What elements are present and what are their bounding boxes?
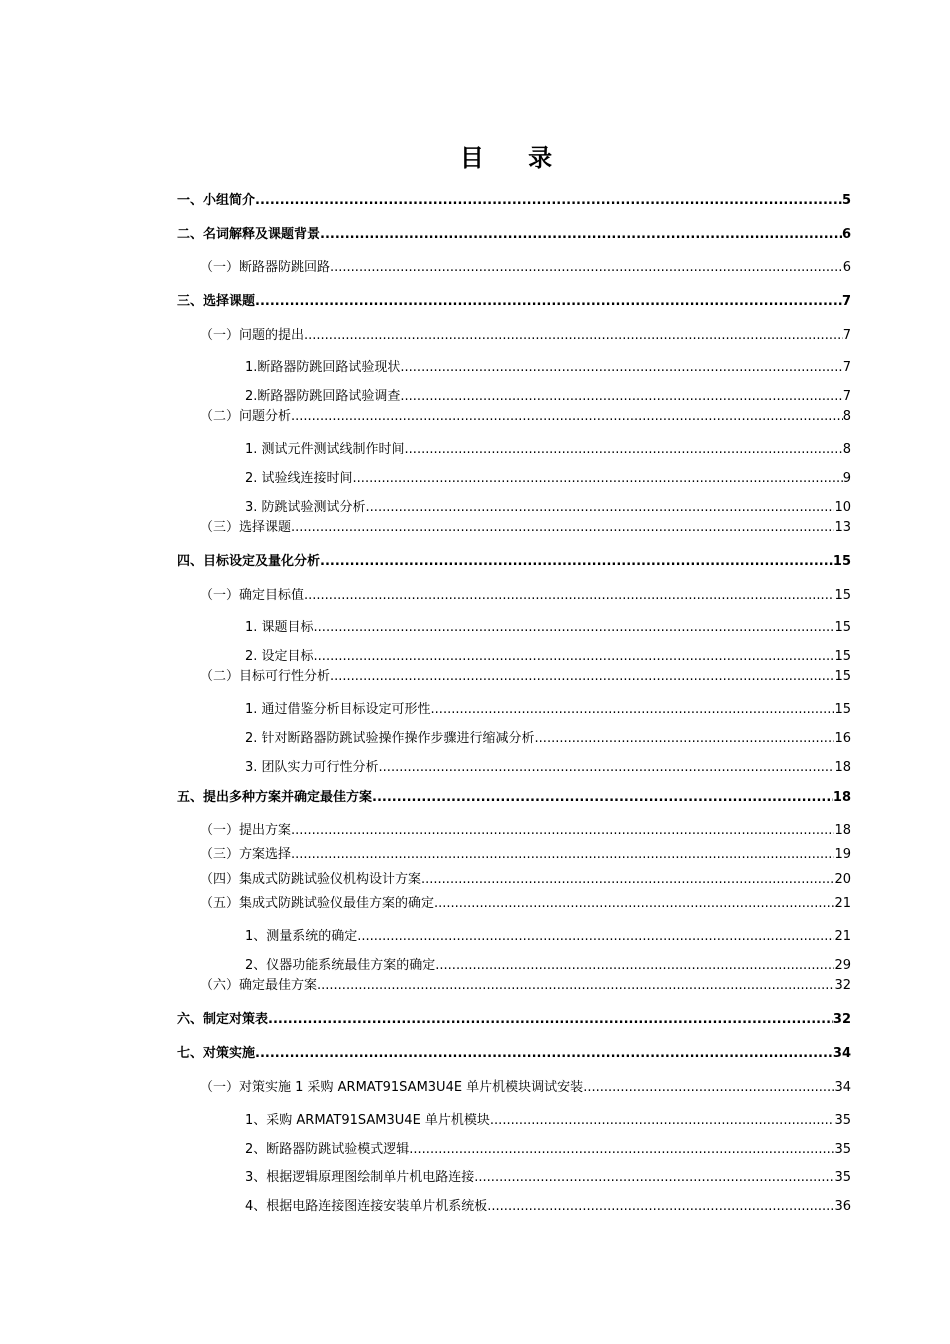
- toc-page-number: 34: [832, 1046, 851, 1061]
- toc-entry-text: 2. 针对断路器防跳试验操作操作步骤进行缩减分析: [245, 731, 535, 746]
- toc-entry-text: 1. 课题目标: [245, 620, 314, 635]
- toc-entry[interactable]: [245, 928, 851, 946]
- toc-entry[interactable]: [245, 701, 851, 719]
- toc-page-number: 20: [834, 872, 851, 887]
- toc-entry-text: 2. 试验线连接时间: [245, 471, 353, 486]
- dot-leader: [490, 1112, 835, 1130]
- toc-entry-text: 七、对策实施: [177, 1046, 256, 1061]
- dot-leader: [314, 619, 835, 637]
- toc-page-number: 32: [832, 1012, 851, 1027]
- toc-entry-text: （三）方案选择: [200, 847, 292, 862]
- toc-entry[interactable]: [200, 408, 851, 426]
- dot-leader: [255, 192, 842, 210]
- toc-page-number: 7: [842, 360, 851, 375]
- toc-page-number: 18: [832, 790, 851, 805]
- toc-entry[interactable]: [177, 226, 851, 244]
- toc-entry-text: （一）确定目标值: [200, 588, 305, 603]
- toc-entry[interactable]: [177, 1045, 851, 1063]
- dot-leader: [400, 388, 842, 406]
- toc-entry-text: （二）目标可行性分析: [200, 669, 331, 684]
- toc-entry[interactable]: [200, 668, 851, 686]
- toc-entry-text: 4、根据电路连接图连接安装单片机系统板: [245, 1199, 488, 1214]
- toc-entry[interactable]: [200, 259, 851, 277]
- toc-entry[interactable]: [245, 1169, 851, 1187]
- toc-entry[interactable]: [200, 519, 851, 537]
- dot-leader: [405, 441, 843, 459]
- dot-leader: [474, 1169, 834, 1187]
- dot-leader: [320, 553, 833, 571]
- toc-entry[interactable]: [245, 730, 851, 748]
- toc-entry-text: （四）集成式防跳试验仪机构设计方案: [200, 872, 422, 887]
- toc-entry-text: 1、采购 ARMAT91SAM3U4E 单片机模块: [245, 1113, 490, 1128]
- dot-leader: [304, 327, 843, 345]
- toc-entry[interactable]: [200, 871, 851, 889]
- dot-leader: [268, 1011, 833, 1029]
- toc-entry-text: 2. 设定目标: [245, 649, 314, 664]
- dot-leader: [366, 499, 835, 517]
- toc-entry-text: （二）问题分析: [200, 409, 292, 424]
- toc-page-number: 19: [834, 847, 851, 862]
- toc-page-number: 15: [832, 554, 851, 569]
- toc-page-number: 29: [834, 958, 851, 973]
- toc-page-number: 35: [834, 1113, 851, 1128]
- toc-entry-text: （一）提出方案: [200, 823, 292, 838]
- toc-page-number: 5: [841, 193, 851, 208]
- toc-page-number: 13: [834, 520, 851, 535]
- toc-page-number: 34: [834, 1080, 851, 1095]
- toc-page-number: 15: [834, 669, 851, 684]
- toc-entry[interactable]: [245, 1141, 851, 1159]
- toc-entry-text: （三）选择课题: [200, 520, 292, 535]
- dot-leader: [291, 846, 834, 864]
- toc-page-number: 36: [834, 1199, 851, 1214]
- toc-entry[interactable]: [177, 293, 851, 311]
- dot-leader: [357, 928, 834, 946]
- toc-entry[interactable]: [245, 388, 851, 406]
- toc-entry-text: 1、测量系统的确定: [245, 929, 358, 944]
- dot-leader: [291, 822, 834, 840]
- toc-page-number: 8: [842, 409, 851, 424]
- toc-entry-text: 1. 测试元件测试线制作时间: [245, 442, 405, 457]
- toc-entry-text: （一）断路器防跳回路: [200, 260, 331, 275]
- toc-entry-text: 1.断路器防跳回路试验现状: [245, 360, 401, 375]
- dot-leader: [353, 470, 843, 488]
- toc-entry[interactable]: [245, 1198, 851, 1216]
- dot-leader: [583, 1079, 834, 1097]
- toc-entry-text: 一、小组简介: [177, 193, 256, 208]
- toc-entry[interactable]: [177, 553, 851, 571]
- toc-page-number: 15: [834, 588, 851, 603]
- toc-entry[interactable]: [200, 895, 851, 913]
- toc-entry-text: （五）集成式防跳试验仪最佳方案的确定: [200, 896, 435, 911]
- dot-leader: [487, 1198, 834, 1216]
- toc-page-number: 6: [841, 227, 851, 242]
- toc-entry-text: 2、断路器防跳试验模式逻辑: [245, 1142, 410, 1157]
- toc-page-number: 8: [842, 442, 851, 457]
- toc-entry[interactable]: [245, 619, 851, 637]
- dot-leader: [314, 648, 835, 666]
- toc-entry[interactable]: [245, 1112, 851, 1130]
- dot-leader: [255, 1045, 833, 1063]
- dot-leader: [535, 730, 835, 748]
- toc-page-number: 35: [834, 1170, 851, 1185]
- toc-entry-text: 3. 防跳试验测试分析: [245, 500, 366, 515]
- toc-entry-text: 1. 通过借鉴分析目标设定可形性: [245, 702, 431, 717]
- toc-entry[interactable]: [200, 1079, 851, 1097]
- toc-entry[interactable]: [245, 441, 851, 459]
- toc-page-number: 32: [834, 978, 851, 993]
- toc-entry-text: 二、名词解释及课题背景: [177, 227, 321, 242]
- toc-entry[interactable]: [200, 327, 851, 345]
- toc-page-number: 21: [834, 896, 851, 911]
- toc-entry-text: 2.断路器防跳回路试验调查: [245, 389, 401, 404]
- toc-page-number: 6: [842, 260, 851, 275]
- toc-page-number: 21: [834, 929, 851, 944]
- toc-page-number: 9: [842, 471, 851, 486]
- dot-leader: [421, 871, 834, 889]
- dot-leader: [255, 293, 842, 311]
- toc-entry-text: 五、提出多种方案并确定最佳方案: [177, 790, 373, 805]
- toc-entry[interactable]: [177, 1011, 851, 1029]
- dot-leader: [317, 977, 834, 995]
- toc-page-number: 7: [841, 294, 851, 309]
- toc-entry-text: 2、仪器功能系统最佳方案的确定: [245, 958, 436, 973]
- toc-page-number: 18: [834, 760, 851, 775]
- toc-entry-text: 三、选择课题: [177, 294, 256, 309]
- toc-page-number: 7: [842, 389, 851, 404]
- toc-entry[interactable]: [245, 359, 851, 377]
- dot-leader: [400, 359, 842, 377]
- dot-leader: [291, 408, 843, 426]
- toc-entry[interactable]: [200, 977, 851, 995]
- dot-leader: [409, 1141, 834, 1159]
- dot-leader: [372, 789, 833, 807]
- toc-entry-text: （一）对策实施 1 采购 ARMAT91SAM3U4E 单片机模块调试安装: [200, 1080, 584, 1095]
- toc-entry[interactable]: [245, 648, 851, 666]
- toc-entry-text: 六、制定对策表: [177, 1012, 269, 1027]
- toc-page-number: 15: [834, 649, 851, 664]
- dot-leader: [330, 259, 843, 277]
- toc-title: 目 录: [459, 143, 571, 172]
- toc-entry[interactable]: [200, 587, 851, 605]
- toc-entry[interactable]: [200, 822, 851, 840]
- toc-page-number: 16: [834, 731, 851, 746]
- toc-page-number: 10: [834, 500, 851, 515]
- toc-entry-text: （一）问题的提出: [200, 328, 305, 343]
- dot-leader: [291, 519, 834, 537]
- dot-leader: [434, 895, 834, 913]
- toc-entry[interactable]: [245, 470, 851, 488]
- toc-entry[interactable]: [200, 846, 851, 864]
- dot-leader: [431, 701, 835, 719]
- dot-leader: [304, 587, 834, 605]
- toc-page-number: 7: [842, 328, 851, 343]
- toc-entry[interactable]: [245, 759, 851, 777]
- dot-leader: [320, 226, 842, 244]
- toc-entry-text: （六）确定最佳方案: [200, 978, 318, 993]
- toc-entry[interactable]: [245, 957, 851, 975]
- toc-page-number: 35: [834, 1142, 851, 1157]
- toc-page-number: 15: [834, 702, 851, 717]
- dot-leader: [435, 957, 834, 975]
- toc-entry[interactable]: [177, 192, 851, 210]
- dot-leader: [379, 759, 835, 777]
- toc-page-number: 18: [834, 823, 851, 838]
- toc-entry-text: 3、根据逻辑原理图绘制单片机电路连接: [245, 1170, 475, 1185]
- toc-entry[interactable]: [177, 789, 851, 807]
- toc-entry-text: 四、目标设定及量化分析: [177, 554, 321, 569]
- toc-entry[interactable]: [245, 499, 851, 517]
- toc-entry-text: 3. 团队实力可行性分析: [245, 760, 379, 775]
- toc-page-number: 15: [834, 620, 851, 635]
- dot-leader: [330, 668, 834, 686]
